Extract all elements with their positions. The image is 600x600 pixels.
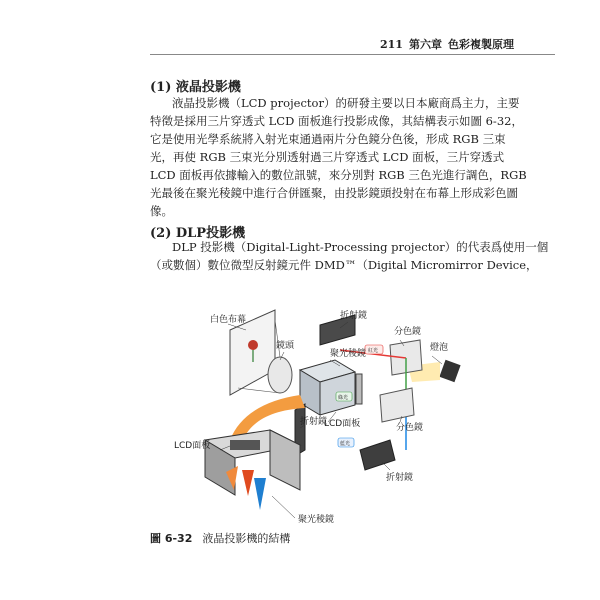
paragraph-line: 像。	[150, 204, 173, 218]
paragraph-line: （或數個）數位微型反射鏡元件 DMD™（Digital Micromirror Device，	[150, 258, 538, 272]
label-lens: 鏡頭	[276, 341, 295, 351]
label-mirror-bottom: 折射鏡	[386, 473, 414, 483]
paragraph-dlp	[150, 238, 549, 274]
chapter-title: 色彩複製原理	[447, 38, 514, 51]
tag-red-text: 紅光	[368, 348, 379, 354]
lamp	[439, 360, 460, 382]
paragraph-line: 光，再使 RGB 三束光分別透射過三片穿透式 LCD 面板，三片穿透式	[150, 150, 505, 164]
lcd-panel-right	[356, 374, 362, 404]
figure-caption	[150, 530, 290, 546]
tag-blue-text: 藍光	[340, 441, 351, 447]
tag-green-text: 綠光	[338, 395, 349, 401]
paragraph-line: 它是使用光學系統將入射光束通過兩片分色鏡分色後，形成 RGB 三束	[150, 132, 506, 146]
paragraph-line: DLP 投影機（Digital-Light-Processing projector）的代表爲使用一個	[172, 240, 549, 254]
figure-number: 圖 6-32	[150, 532, 193, 545]
label-lcd-panel-left: LCD面板	[174, 441, 211, 451]
lcd-panel-left	[230, 440, 260, 450]
label-lamp: 燈泡	[430, 343, 449, 353]
header-rule	[150, 54, 555, 55]
section-title-lcd: (1) 液晶投影機	[150, 80, 241, 95]
paragraph-line: 液晶投影機（LCD projector）的研發主要以日本廠商爲主力，主要	[172, 96, 520, 110]
projection-lens	[268, 357, 292, 393]
paragraph-lcd	[150, 94, 527, 220]
label-lcd-panel-mid: LCD面板	[324, 419, 361, 429]
lcd-projector-diagram	[150, 300, 470, 530]
mirror-bottom	[360, 440, 395, 470]
red-arrow	[242, 470, 254, 496]
label-dichroic-top: 分色鏡	[394, 327, 422, 337]
diagram-svg	[150, 300, 470, 530]
label-dichroic-mid: 分色鏡	[396, 423, 424, 433]
paragraph-line: LCD 面板再依據輸入的數位訊號，來分別對 RGB 三色光進行調色，RGB	[150, 168, 527, 182]
page-number: 211	[380, 38, 403, 51]
label-white-screen: 白色布幕	[210, 315, 247, 325]
dichroic-mirror-mid	[380, 388, 414, 422]
paragraph-line: 特徵是採用三片穿透式 LCD 面板進行投影成像，其結構表示如圖 6-32，	[150, 114, 523, 128]
chapter-number: 第六章	[408, 38, 442, 51]
figure-caption-text: 液晶投影機的結構	[202, 532, 291, 545]
label-prism-top: 聚光稜鏡	[330, 349, 367, 359]
label-mirror-mid: 折射鏡	[300, 417, 328, 427]
label-prism-bottom: 聚光稜鏡	[298, 515, 335, 525]
paragraph-line: 光最後在聚光稜鏡中進行合併匯聚，由投影鏡頭投射在布幕上形成彩色圖	[150, 186, 518, 200]
rose-image	[248, 340, 258, 350]
label-mirror-top: 折射鏡	[340, 311, 368, 321]
page-header	[380, 36, 550, 52]
blue-arrow	[254, 478, 266, 510]
section-title-dlp: (2) DLP投影機	[150, 226, 246, 241]
